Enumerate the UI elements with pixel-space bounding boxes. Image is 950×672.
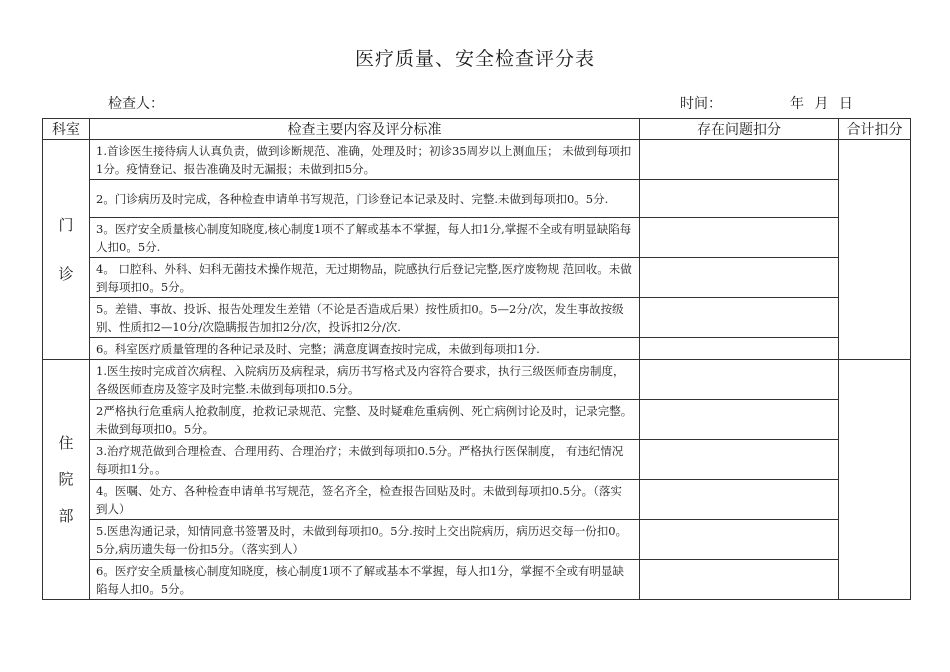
criteria-text: 5。差错、事故、投诉、报告处理发生差错（不论是否造成后果）按性质扣0。5—2分/次，发生事故按级别、性质扣2—10分/次隐瞒报告加扣2分/次，投诉扣2分/次. bbox=[90, 298, 640, 338]
table-row bbox=[43, 140, 911, 180]
table-row bbox=[43, 338, 911, 360]
column-header-content: 检查主要内容及评分标准 bbox=[90, 119, 640, 140]
total-cell-inpatient[interactable] bbox=[839, 360, 911, 600]
time-label: 时间： bbox=[680, 96, 722, 112]
dept-char: 门 bbox=[58, 216, 74, 235]
deduction-cell[interactable] bbox=[640, 180, 839, 218]
dept-char: 部 bbox=[58, 506, 74, 525]
column-header-dept: 科室 bbox=[43, 119, 90, 140]
total-cell-outpatient[interactable] bbox=[839, 140, 911, 360]
deduction-cell[interactable] bbox=[640, 338, 839, 360]
table-row bbox=[43, 258, 911, 298]
criteria-text: 2。门诊病历及时完成，各种检查申请单书写规范，门诊登记本记录及时、完整.未做到每项扣0。5分. bbox=[90, 180, 640, 218]
table-header-row bbox=[43, 119, 911, 140]
deduction-cell[interactable] bbox=[640, 218, 839, 258]
criteria-text: 6。医疗安全质量核心制度知晓度，核心制度1项不了解或基本不掌握，每人扣1分，掌握不全或有明显缺陷每人扣0。5分。 bbox=[90, 560, 640, 600]
table-row bbox=[43, 298, 911, 338]
table-row bbox=[43, 440, 911, 480]
form-title: 医疗质量、安全检查评分表 bbox=[354, 48, 595, 70]
dept-cell-outpatient bbox=[43, 140, 90, 360]
table-row bbox=[43, 218, 911, 258]
deduction-cell[interactable] bbox=[640, 258, 839, 298]
criteria-text: 1.首诊医生接待病人认真负责，做到诊断规范、准确，处理及时；初诊35周岁以上测血压； 未做到每项扣1分。疫情登记、报告准确及时无漏报；未做到扣5分。 bbox=[90, 140, 640, 180]
deduction-cell[interactable] bbox=[640, 440, 839, 480]
dept-char: 诊 bbox=[58, 264, 74, 283]
dept-cell-inpatient bbox=[43, 360, 90, 600]
deduction-cell[interactable] bbox=[640, 520, 839, 560]
deduction-cell[interactable] bbox=[640, 360, 839, 400]
dept-char: 住 bbox=[58, 434, 74, 453]
criteria-text: 4。 口腔科、外科、妇科无菌技术操作规范，无过期物品，院感执行后登记完整,医疗废物规 范回收。未做到每项扣0。5分。 bbox=[90, 258, 640, 298]
table-row bbox=[43, 180, 911, 218]
criteria-text: 3。医疗安全质量核心制度知晓度,核心制度1项不了解或基本不掌握，每人扣1分,掌握不全或有明显缺陷每人扣0。5分. bbox=[90, 218, 640, 258]
column-header-deduction: 存在问题扣分 bbox=[640, 119, 839, 140]
table-row bbox=[43, 400, 911, 440]
criteria-text: 3.治疗规范做到合理检查、合理用药、合理治疗；未做到每项扣0.5分。严格执行医保制度， 有违纪情况每项扣1分。。 bbox=[90, 440, 640, 480]
table-row bbox=[43, 560, 911, 600]
criteria-text: 5.医患沟通记录，知情同意书签署及时，未做到每项扣0。5分.按时上交出院病历，病历迟交每一份扣0。5分,病历遗失每一份扣5分。（落实到人） bbox=[90, 520, 640, 560]
column-header-total: 合计扣分 bbox=[839, 119, 911, 140]
table-row bbox=[43, 480, 911, 520]
criteria-text: 4。医嘱、处方、各种检查申请单书写规范，签名齐全，检查报告回贴及时。未做到每项扣0.5分。（落实到人） bbox=[90, 480, 640, 520]
score-table bbox=[42, 118, 911, 600]
date-label: 年 月 日 bbox=[790, 96, 853, 112]
criteria-text: 1.医生按时完成首次病程、入院病历及病程录，病历书写格式及内容符合要求，执行三级医师查房制度，各级医师查房及签字及时完整.未做到每项扣0.5分。 bbox=[90, 360, 640, 400]
deduction-cell[interactable] bbox=[640, 560, 839, 600]
table-row bbox=[43, 360, 911, 400]
deduction-cell[interactable] bbox=[640, 298, 839, 338]
inspector-label: 检查人： bbox=[108, 96, 164, 112]
deduction-cell[interactable] bbox=[640, 400, 839, 440]
deduction-cell[interactable] bbox=[640, 140, 839, 180]
deduction-cell[interactable] bbox=[640, 480, 839, 520]
criteria-text: 2严格执行危重病人抢救制度，抢救记录规范、完整、及时疑难危重病例、死亡病例讨论及时，记录完整。未做到每项扣0。5分。 bbox=[90, 400, 640, 440]
table-row bbox=[43, 520, 911, 560]
criteria-text: 6。科室医疗质量管理的各种记录及时、完整；满意度调查按时完成，未做到每项扣1分. bbox=[90, 338, 640, 360]
dept-char: 院 bbox=[58, 470, 74, 489]
